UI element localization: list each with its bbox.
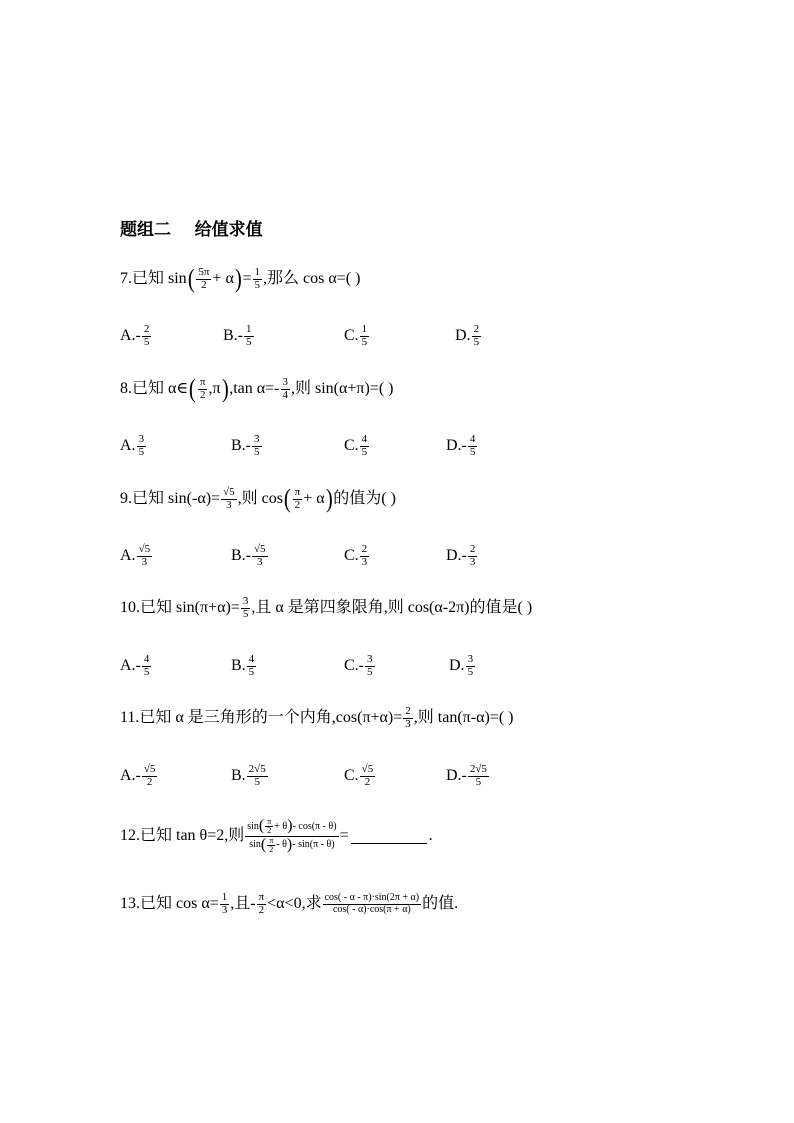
question-8: 8.已知 α∈ ( $\frac{\pi}{2}$ ,π ) ,tan α=- $\frac{3}{4}$ ,则 sin(α+π)=( ) <box>120 374 394 403</box>
q7-suffix: ,那么 cos α=( ) <box>263 270 361 287</box>
question-10: 10.已知 sin(π+α)= $\frac{3}{5}$ ,且 α 是第四象限角,则 cos(α-2π)的值是( ) <box>120 595 533 620</box>
q7-option-a[interactable]: A.- $\frac{2}{5}$ <box>120 322 150 348</box>
q9-option-a[interactable]: A. $\frac{√5}{3}$ <box>120 542 151 568</box>
question-13: 13.已知 cos α= $\frac{1}{3}$ ,且- $\frac{\pi}{2}$ <α<0,求 $\frac{\cos( - \alpha - \pi)\cdot\sin(2\pi + \alpha)}{\cos( - \alpha)\cdot\cos(\pi + \alpha)}$ 的值. <box>120 891 459 916</box>
question-11: 11.已知 α 是三角形的一个内角,cos(π+α)= $\frac{2}{3}$ ,则 tan(π-α)=( ) <box>120 705 514 730</box>
q10-option-b[interactable]: B. $\frac{4}{5}$ <box>231 652 255 678</box>
q9-option-c[interactable]: C. $\frac{2}{3}$ <box>344 542 368 568</box>
q7-fraction-5pi-over-2: $\frac{5\pi}{2}$ <box>198 265 210 291</box>
q10-option-c[interactable]: C.- $\frac{3}{5}$ <box>344 652 373 678</box>
q9-fraction-root5-over-3: $\frac{√5}{3}$ <box>223 485 235 511</box>
question-12: 12.已知 tan θ=2,则 sin ( $\frac{\pi}{2}$ + θ ) - cos(π - θ) sin ( $\frac{\pi}{2}$ - θ ) - sin(π - θ) = . <box>120 817 433 855</box>
q7-fraction-1-over-5: $\frac{1}{5}$ <box>254 265 261 291</box>
q11-fraction-2-over-3: $\frac{2}{3}$ <box>405 705 411 730</box>
q7-inner-post: + α <box>212 270 234 287</box>
q8-fraction-3-over-4: $\frac{3}{4}$ <box>282 375 288 401</box>
q9-option-b[interactable]: B.- $\frac{√5}{3}$ <box>231 542 266 568</box>
section-title: 题组二 给值求值 <box>120 220 263 240</box>
q12-answer-blank[interactable] <box>351 829 427 844</box>
q13-expression-fraction: $\frac{\cos( - \alpha - \pi)\cdot\sin(2\pi + \alpha)}{\cos( - \alpha)\cdot\cos(\pi + \alpha)}$ <box>324 892 420 915</box>
q9-option-d[interactable]: D.- $\frac{2}{3}$ <box>446 542 476 568</box>
q11-option-b[interactable]: B. $\frac{2√5}{5}$ <box>231 762 266 788</box>
question-9: 9.已知 sin(-α)= $\frac{√5}{3}$ ,则 cos ( $\frac{\pi}{2}$ + α ) 的值为( ) <box>120 484 396 513</box>
q7-options <box>120 321 600 351</box>
q13-fraction-1-over-3: $\frac{1}{3}$ <box>221 891 228 916</box>
q11-option-a[interactable]: A.- $\frac{√5}{2}$ <box>120 762 156 788</box>
q8-fraction-pi-over-2: $\frac{\pi}{2}$ <box>199 375 206 401</box>
question-7: 7.已知 sin ( $\frac{5\pi}{2}$ + α ) = $\frac{1}{5}$ ,那么 cos α=( ) <box>120 264 361 293</box>
q7-option-c[interactable]: C. $\frac{1}{5}$ <box>344 322 368 348</box>
q10-options <box>120 651 600 681</box>
q8-option-d[interactable]: D.- $\frac{4}{5}$ <box>446 432 476 458</box>
q10-option-a[interactable]: A.- $\frac{4}{5}$ <box>120 652 150 678</box>
q7-option-b[interactable]: B.- $\frac{1}{5}$ <box>223 322 252 348</box>
q8-options <box>120 431 600 461</box>
q9-options <box>120 541 600 571</box>
q10-option-d[interactable]: D. $\frac{3}{5}$ <box>449 652 474 678</box>
q11-option-c[interactable]: C. $\frac{√5}{2}$ <box>344 762 374 788</box>
q7-option-d[interactable]: D. $\frac{2}{5}$ <box>455 322 480 348</box>
q12-expression-fraction: sin ( $\frac{\pi}{2}$ + θ ) - cos(π - θ) sin ( $\frac{\pi}{2}$ - θ ) - sin(π - θ) <box>247 817 337 855</box>
q10-fraction-3-over-5: $\frac{3}{5}$ <box>242 595 249 620</box>
q9-fraction-pi-over-2: $\frac{\pi}{2}$ <box>294 485 301 511</box>
q11-option-d[interactable]: D.- $\frac{2√5}{5}$ <box>446 762 487 788</box>
q8-option-b[interactable]: B.- $\frac{3}{5}$ <box>231 432 260 458</box>
q8-option-a[interactable]: A. $\frac{3}{5}$ <box>120 432 145 458</box>
q8-option-c[interactable]: C. $\frac{4}{5}$ <box>344 432 368 458</box>
q13-fraction-pi-over-2: $\frac{\pi}{2}$ <box>258 891 265 916</box>
q7-prefix: 7.已知 sin <box>120 270 187 287</box>
q11-options <box>120 761 600 791</box>
